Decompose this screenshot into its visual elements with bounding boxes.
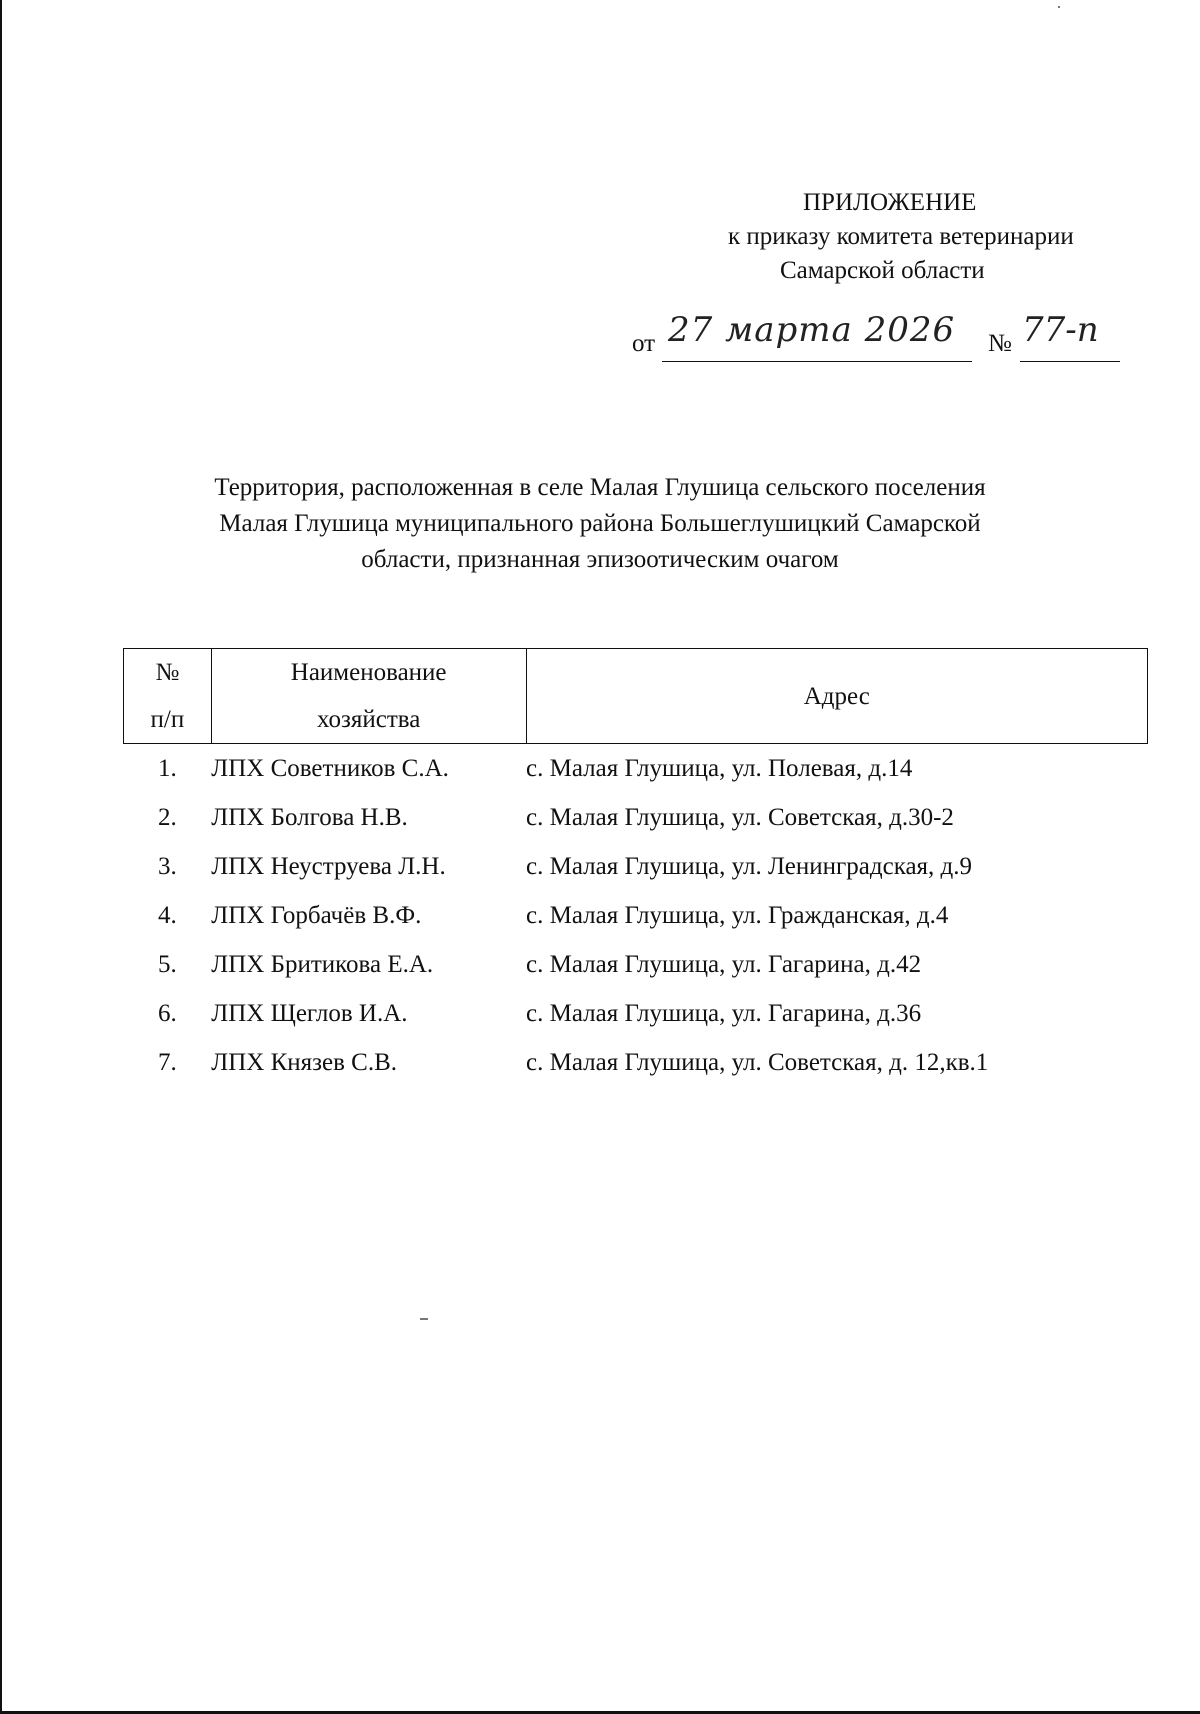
row-number: 5. <box>158 950 177 978</box>
annex-region-line: Самарской области <box>780 257 985 284</box>
title-line-1: Территория, расположенная в селе Малая Глушица сельского поселения <box>214 474 986 501</box>
date-prefix: от <box>632 330 656 357</box>
title-line-2: Малая Глушица муниципального района Большеглушицкий Самарской <box>219 510 981 537</box>
number-underline <box>1020 361 1120 362</box>
row-address: с. Малая Глушица, ул. Советская, д.30-2 <box>526 803 954 831</box>
annex-subtitle-line: к приказу комитета ветеринарии <box>728 223 1074 250</box>
table-row <box>124 940 1148 989</box>
row-number: 7. <box>158 1048 177 1076</box>
table-row <box>124 744 1148 794</box>
header-name-line-1: Наименование <box>290 659 447 686</box>
row-household-name: ЛПХ Щеглов И.А. <box>211 999 408 1027</box>
table-row <box>124 842 1148 891</box>
order-reference <box>632 310 1132 368</box>
annex-title: ПРИЛОЖЕНИЕ <box>803 189 977 216</box>
header-address: Адрес <box>526 649 1147 744</box>
row-number: 1. <box>158 754 177 782</box>
scan-edge-left <box>0 0 2 1714</box>
row-address: с. Малая Глушица, ул. Ленинградская, д.9 <box>526 852 973 880</box>
table-row <box>124 891 1148 940</box>
row-household-name: ЛПХ Князев С.В. <box>211 1048 398 1076</box>
row-number: 4. <box>158 901 177 929</box>
row-number: 2. <box>158 803 177 831</box>
row-address: с. Малая Глушица, ул. Гагарина, д.42 <box>526 950 922 978</box>
row-household-name: ЛПХ Болгова Н.В. <box>211 803 408 831</box>
row-household-name: ЛПХ Неуструева Л.Н. <box>211 852 446 880</box>
row-household-name: ЛПХ Горбачёв В.Ф. <box>211 901 422 929</box>
header-number-line-2: п/п <box>150 706 185 733</box>
households-table-container <box>123 648 1148 1087</box>
row-number: 3. <box>158 852 177 880</box>
table-row <box>124 989 1148 1038</box>
row-address: с. Малая Глушица, ул. Гражданская, д.4 <box>526 901 949 929</box>
order-number-handwritten: 77-п <box>1022 310 1099 350</box>
row-number: 6. <box>158 999 177 1027</box>
number-prefix: № <box>988 330 1012 357</box>
header-number-line-1: № <box>155 659 180 686</box>
title-line-3: области, признанная эпизоотическим очагом <box>361 546 839 573</box>
date-underline <box>662 361 972 362</box>
table-header-row <box>124 649 1148 744</box>
scan-speck <box>420 1318 428 1320</box>
order-date-handwritten: 27 марта 2026 <box>668 310 956 350</box>
header-name-line-2: хозяйства <box>316 706 421 733</box>
header-household-name <box>211 649 526 744</box>
row-household-name: ЛПХ Советников С.А. <box>211 754 449 782</box>
scan-speck <box>1058 6 1060 8</box>
households-table <box>123 648 1148 1087</box>
row-address: с. Малая Глушица, ул. Полевая, д.14 <box>526 754 913 782</box>
row-address: с. Малая Глушица, ул. Советская, д. 12,кв.1 <box>526 1048 989 1076</box>
row-address: с. Малая Глушица, ул. Гагарина, д.36 <box>526 999 922 1027</box>
row-household-name: ЛПХ Бритикова Е.А. <box>211 950 434 978</box>
document-title <box>100 470 1100 578</box>
header-number <box>124 649 212 744</box>
table-row <box>124 793 1148 842</box>
annex-header <box>700 186 1130 288</box>
table-row <box>124 1038 1148 1087</box>
